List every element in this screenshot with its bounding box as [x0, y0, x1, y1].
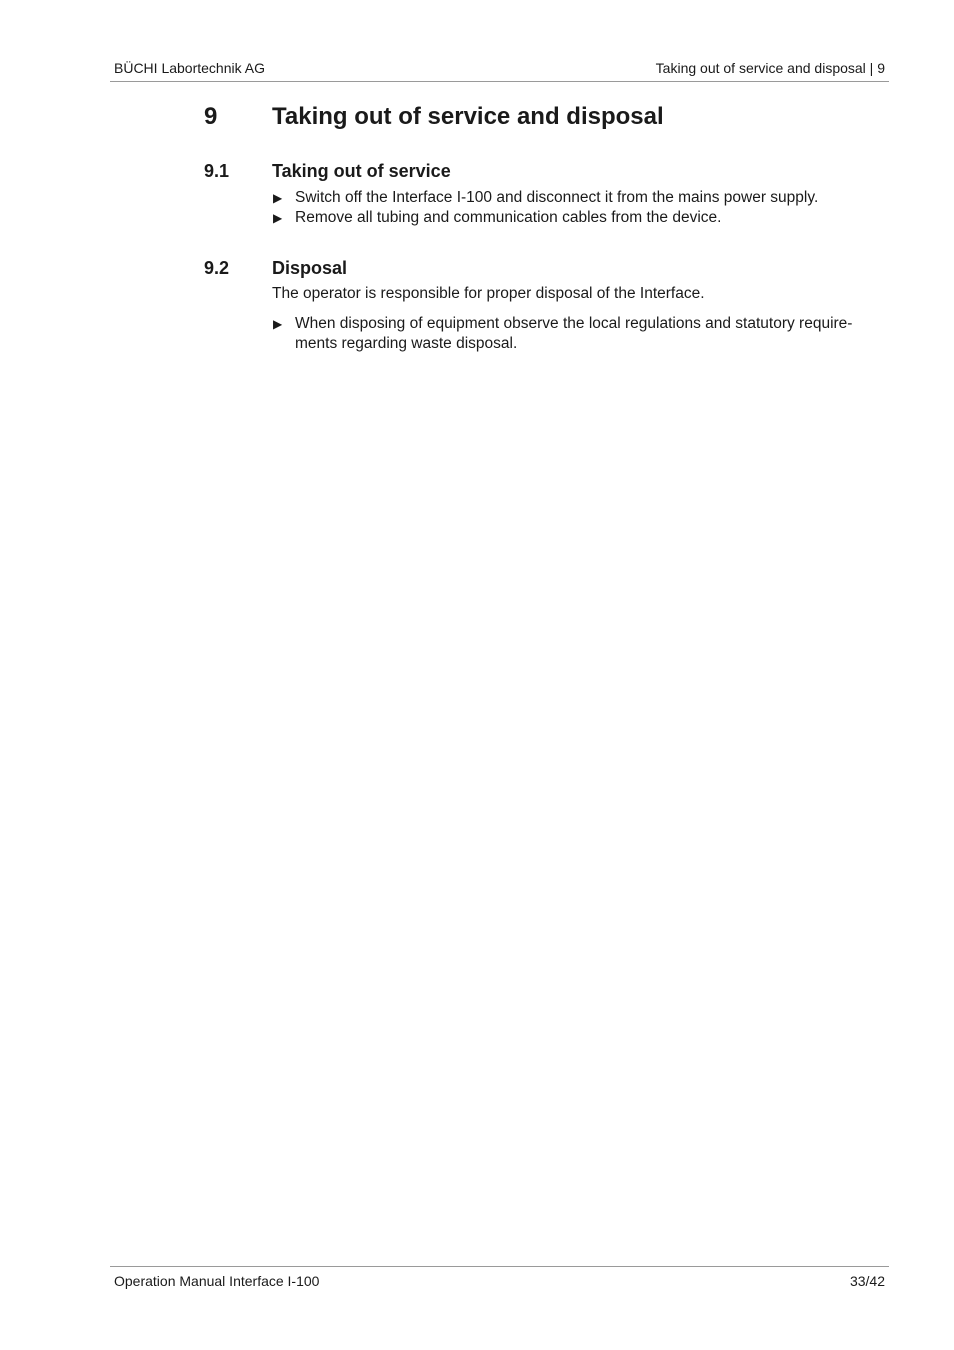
- section-title: Disposal: [272, 258, 348, 278]
- triangle-right-icon: ▶: [273, 317, 283, 331]
- header-chapter-ref: Taking out of service and disposal | 9: [655, 60, 885, 76]
- chapter-number: 9: [204, 103, 218, 130]
- step-item: [272, 188, 882, 208]
- disposal-intro: The operator is responsible for proper disposal of the Interface.: [272, 285, 705, 302]
- triangle-right-icon: ▶: [273, 191, 283, 205]
- step-text: When disposing of equipment observe the local regulations and statutory require-ments regarding waste disposal.: [295, 315, 853, 352]
- footer-page-number: 33/42: [849, 1273, 885, 1289]
- step-text: Switch off the Interface I-100 and disconnect it from the mains power supply.: [295, 189, 819, 206]
- section-heading-taking-out-of-service: [204, 161, 451, 182]
- section-number: 9.2: [204, 258, 230, 278]
- section-heading-disposal: [204, 258, 347, 279]
- step-text: Remove all tubing and communication cables from the device.: [295, 209, 722, 226]
- header-company: BÜCHI Labortechnik AG: [114, 60, 265, 76]
- section-number: 9.1: [204, 161, 230, 181]
- chapter-title: Taking out of service and disposal: [272, 103, 664, 130]
- chapter-heading: [204, 103, 664, 131]
- footer-manual-title: Operation Manual Interface I-100: [114, 1273, 320, 1289]
- taking-out-of-service-steps: [272, 188, 882, 228]
- section-title: Taking out of service: [272, 161, 451, 181]
- page-footer: [110, 1266, 889, 1297]
- disposal-steps: [272, 314, 882, 354]
- page-header: [110, 58, 889, 82]
- triangle-right-icon: ▶: [273, 211, 283, 225]
- step-item: [272, 314, 882, 354]
- step-item: [272, 208, 882, 228]
